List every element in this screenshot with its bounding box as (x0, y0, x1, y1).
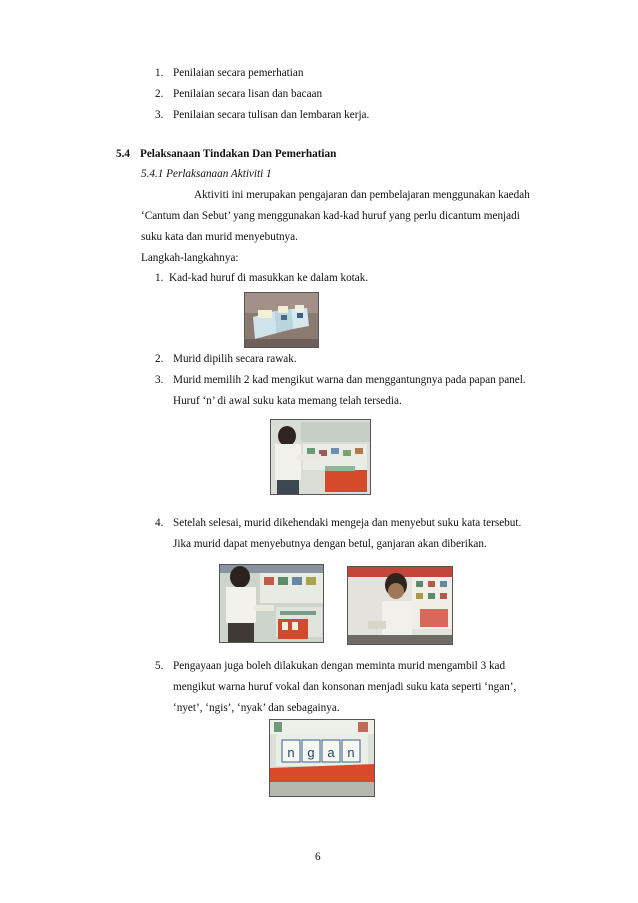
step-text: Murid dipilih secara rawak. (173, 353, 297, 365)
photo-child-reading (219, 564, 324, 643)
step-text: Pengayaan juga boleh dilakukan dengan meminta murid mengambil 3 kad (173, 660, 506, 672)
step-5-line-2: mengikut warna huruf vokal dan konsonan menjadi suku kata seperti ‘ngan’, (173, 681, 517, 693)
photo-card-boxes (244, 292, 319, 348)
step-text: Setelah selesai, murid dikehendaki mengeja dan menyebut suku kata tersebut. (173, 517, 522, 529)
step-item-1 (155, 272, 368, 284)
step-number: 4. (155, 517, 164, 529)
paragraph-line-1: Aktiviti ini merupakan pengajaran dan pembelajaran menggunakan kaedah (194, 189, 530, 201)
subsection-number: 5.4.1 (141, 168, 164, 180)
paragraph-line-2: ‘Cantum dan Sebut’ yang menggunakan kad-kad huruf yang perlu dicantum menjadi (141, 210, 520, 222)
method-item-2 (155, 88, 322, 100)
method-number: 2. (155, 88, 164, 100)
step-number: 2. (155, 353, 164, 365)
method-item-1 (155, 67, 303, 79)
method-text: Penilaian secara tulisan dan lembaran kerja. (173, 109, 370, 121)
subsection-heading (141, 168, 272, 180)
step-item-5 (155, 660, 505, 672)
step-item-2 (155, 353, 297, 365)
method-text: Penilaian secara lisan dan bacaan (173, 88, 323, 100)
step-number: 5. (155, 660, 164, 672)
step-text: Murid memilih 2 kad mengikut warna dan menggantungnya pada papan panel. (173, 374, 526, 386)
step-4-line-2: Jika murid dapat menyebutnya dengan betul, ganjaran akan diberikan. (173, 538, 487, 550)
section-number: 5.4 (116, 148, 130, 160)
subsection-title: Perlaksanaan Aktiviti 1 (166, 168, 272, 180)
photo-card-letter: n (347, 745, 355, 760)
step-3-line-2: Huruf ‘n’ di awal suku kata memang telah tersedia. (173, 395, 402, 407)
step-item-4 (155, 517, 521, 529)
photo-card-letter: a (327, 745, 335, 760)
steps-heading: Langkah-langkahnya: (141, 252, 239, 264)
paragraph-line-3: suku kata dan murid menyebutnya. (141, 231, 298, 243)
photo-child-hanging-cards (270, 419, 371, 495)
step-item-3 (155, 374, 526, 386)
method-number: 3. (155, 109, 164, 121)
photo-child-holding-card (347, 566, 453, 645)
page-number: 6 (315, 851, 321, 863)
section-heading (116, 148, 336, 160)
section-title: Pelaksanaan Tindakan Dan Pemerhatian (140, 148, 337, 160)
step-number: 1. (155, 272, 164, 284)
photo-letter-cards-panel (269, 719, 375, 797)
step-number: 3. (155, 374, 164, 386)
photo-card-letter: n (287, 745, 295, 760)
step-text: Kad-kad huruf di masukkan ke dalam kotak. (169, 272, 369, 284)
method-number: 1. (155, 67, 164, 79)
photo-card-letter: g (307, 745, 315, 760)
method-item-3 (155, 109, 369, 121)
step-5-line-3: ‘nyet’, ‘ngis’, ‘nyak’ dan sebagainya. (173, 702, 340, 714)
method-text: Penilaian secara pemerhatian (173, 67, 304, 79)
